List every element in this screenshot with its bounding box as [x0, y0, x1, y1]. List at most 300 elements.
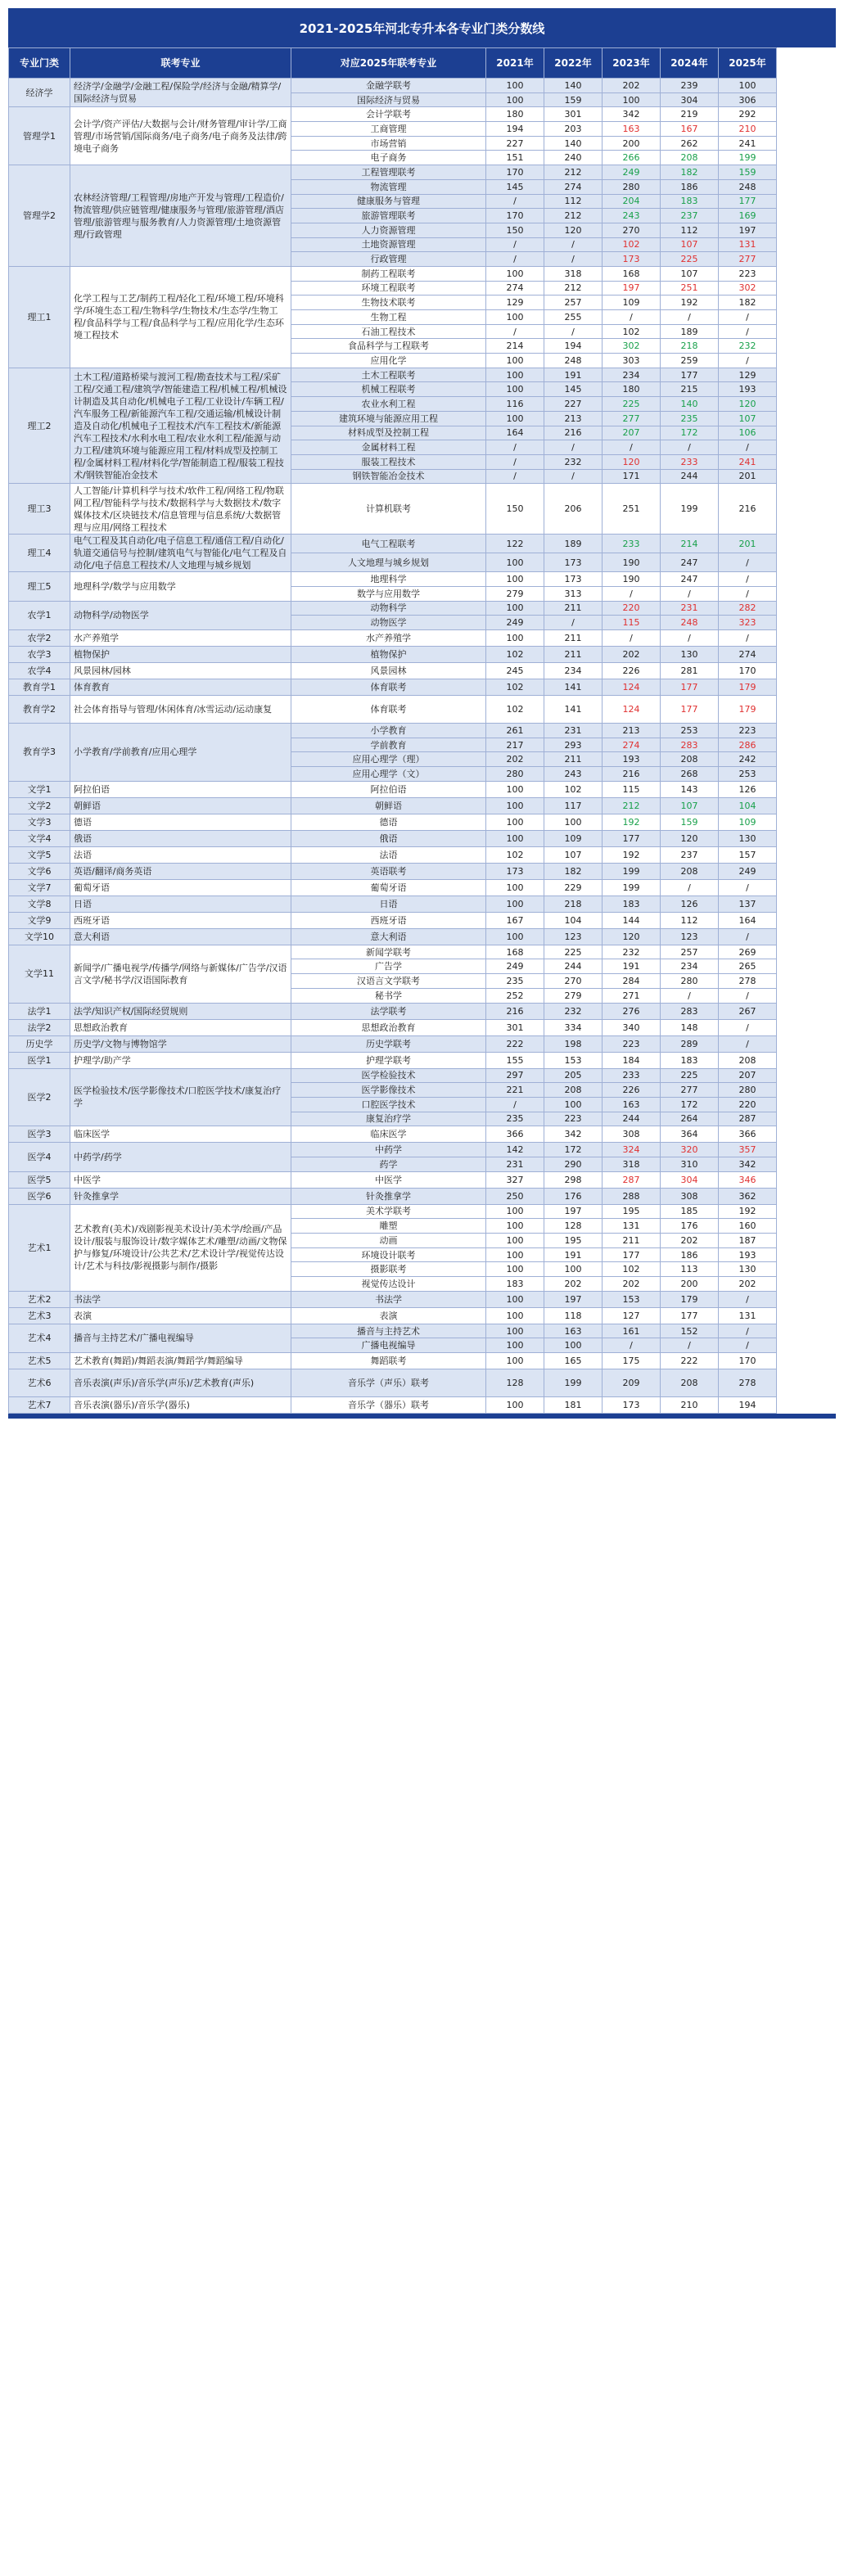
score-cell: 212: [603, 797, 661, 814]
score-cell: 199: [661, 484, 719, 535]
score-cell: 126: [661, 896, 719, 912]
table-row: [9, 724, 837, 738]
score-cell: 164: [486, 426, 544, 440]
exam-major-cell: 人力资源管理: [291, 223, 486, 237]
score-cell: 177: [603, 830, 661, 846]
majors-cell: 临床医学: [70, 1126, 291, 1143]
score-cell: 190: [603, 572, 661, 587]
score-cell: 118: [544, 1307, 603, 1324]
score-cell: 179: [661, 1291, 719, 1307]
score-cell: /: [719, 1338, 777, 1353]
score-cell: 227: [544, 397, 603, 412]
score-cell: /: [719, 310, 777, 325]
score-cell: /: [719, 1035, 777, 1052]
score-cell: 197: [603, 281, 661, 295]
score-cell: 301: [486, 1019, 544, 1035]
score-cell: 182: [719, 295, 777, 310]
score-cell: 268: [661, 767, 719, 782]
exam-major-cell: 数学与应用数学: [291, 586, 486, 601]
majors-cell: 朝鲜语: [70, 797, 291, 814]
score-cell: 172: [544, 1143, 603, 1157]
exam-major-cell: 动物科学: [291, 601, 486, 616]
table-row: [9, 696, 837, 724]
score-cell: 152: [661, 1324, 719, 1338]
score-cell: /: [661, 988, 719, 1003]
score-cell: /: [486, 454, 544, 469]
category-cell: 文学11: [9, 945, 70, 1003]
score-cell: 244: [661, 469, 719, 484]
score-cell: 165: [544, 1353, 603, 1369]
score-cell: 112: [544, 194, 603, 209]
score-cell: 241: [719, 136, 777, 151]
score-cell: 192: [661, 295, 719, 310]
exam-major-cell: 工商管理: [291, 122, 486, 137]
score-cell: 232: [544, 1003, 603, 1019]
score-cell: 131: [603, 1219, 661, 1234]
score-cell: /: [719, 1324, 777, 1338]
table-row: [9, 630, 837, 647]
majors-cell: 艺术教育(舞蹈)/舞蹈表演/舞蹈学/舞蹈编导: [70, 1353, 291, 1369]
score-cell: 274: [719, 647, 777, 663]
category-cell: 理工4: [9, 535, 70, 572]
score-cell: 279: [544, 988, 603, 1003]
score-cell: 170: [486, 165, 544, 180]
score-cell: 100: [486, 1247, 544, 1262]
score-cell: 186: [661, 1247, 719, 1262]
score-cell: 251: [661, 281, 719, 295]
score-cell: 199: [544, 1369, 603, 1397]
exam-major-cell: 土地资源管理: [291, 237, 486, 252]
score-cell: 266: [603, 151, 661, 165]
score-cell: 189: [661, 324, 719, 339]
score-cell: 274: [544, 179, 603, 194]
exam-major-cell: 俄语: [291, 830, 486, 846]
score-cell: 100: [603, 92, 661, 107]
score-cell: /: [603, 586, 661, 601]
score-cell: 249: [486, 959, 544, 974]
score-cell: 151: [486, 151, 544, 165]
table-row: [9, 1035, 837, 1052]
score-cell: 197: [544, 1291, 603, 1307]
score-cell: 280: [603, 179, 661, 194]
score-cell: /: [603, 1338, 661, 1353]
exam-major-cell: 书法学: [291, 1291, 486, 1307]
score-cell: 287: [603, 1171, 661, 1188]
score-cell: 194: [544, 339, 603, 354]
majors-cell: 化学工程与工艺/制药工程/轻化工程/环境工程/环境科学/环境生态工程/生物科学/生物技术/生态学/生物工程/食品科学与工程/食品科学与工程/应用化学/生态环境工程技术: [70, 266, 291, 368]
table-row: [9, 535, 837, 553]
score-cell: 170: [486, 209, 544, 223]
majors-cell: 经济学/金融学/金融工程/保险学/经济与金融/精算学/国际经济与贸易: [70, 79, 291, 107]
table-row: [9, 572, 837, 587]
score-cell: /: [719, 324, 777, 339]
table-row: [9, 107, 837, 122]
score-cell: 102: [486, 647, 544, 663]
score-cell: 202: [603, 1277, 661, 1292]
score-cell: 100: [486, 368, 544, 382]
exam-major-cell: 表演: [291, 1307, 486, 1324]
exam-major-cell: 生物工程: [291, 310, 486, 325]
score-cell: 148: [661, 1019, 719, 1035]
score-cell: 208: [544, 1083, 603, 1098]
exam-major-cell: 环境设计联考: [291, 1247, 486, 1262]
majors-cell: 人工智能/计算机科学与技术/软件工程/网络工程/物联网工程/智能科学与技术/数据科学与大数据技术/数字媒体技术/区块链技术/信息管理与信息系统/大数据管理与应用/网络工程技术: [70, 484, 291, 535]
score-cell: 357: [719, 1143, 777, 1157]
score-cell: 226: [603, 1083, 661, 1098]
score-cell: 100: [486, 92, 544, 107]
score-cell: 243: [544, 767, 603, 782]
score-cell: 210: [719, 122, 777, 137]
majors-cell: 思想政治教育: [70, 1019, 291, 1035]
exam-major-cell: 葡萄牙语: [291, 879, 486, 896]
score-cell: 113: [661, 1262, 719, 1277]
score-cell: 253: [719, 767, 777, 782]
exam-major-cell: 汉语言文学联考: [291, 974, 486, 989]
majors-cell: 社会体育指导与管理/休闲体育/冰雪运动/运动康复: [70, 696, 291, 724]
score-cell: /: [719, 572, 777, 587]
score-cell: 222: [661, 1353, 719, 1369]
score-cell: 244: [544, 959, 603, 974]
category-cell: 文学9: [9, 912, 70, 928]
exam-major-cell: 动物医学: [291, 616, 486, 630]
score-cell: /: [544, 440, 603, 455]
score-cell: 200: [603, 136, 661, 151]
category-cell: 艺术3: [9, 1307, 70, 1324]
score-cell: 137: [719, 896, 777, 912]
score-cell: 115: [603, 781, 661, 797]
score-cell: 257: [661, 945, 719, 959]
score-cell: 182: [544, 863, 603, 879]
exam-major-cell: 康复治疗学: [291, 1112, 486, 1126]
majors-cell: 日语: [70, 896, 291, 912]
score-cell: 102: [603, 324, 661, 339]
table-row: [9, 1397, 837, 1414]
score-cell: /: [661, 630, 719, 647]
exam-major-cell: 材料成型及控制工程: [291, 426, 486, 440]
score-cell: 216: [486, 1003, 544, 1019]
score-cell: 100: [486, 896, 544, 912]
score-cell: /: [486, 237, 544, 252]
score-cell: 144: [603, 912, 661, 928]
score-cell: 366: [719, 1126, 777, 1143]
score-cell: 100: [486, 928, 544, 945]
score-cell: 183: [661, 194, 719, 209]
category-cell: 医学2: [9, 1068, 70, 1126]
exam-major-cell: 护理学联考: [291, 1052, 486, 1068]
score-cell: 293: [544, 738, 603, 752]
score-cell: 102: [486, 696, 544, 724]
category-cell: 艺术6: [9, 1369, 70, 1397]
score-cell: 297: [486, 1068, 544, 1083]
score-cell: 237: [661, 209, 719, 223]
score-cell: 240: [544, 151, 603, 165]
score-cell: 179: [719, 696, 777, 724]
score-cell: 106: [719, 426, 777, 440]
score-cell: 274: [603, 738, 661, 752]
score-cell: 233: [603, 1068, 661, 1083]
score-table: [8, 47, 837, 1414]
category-cell: 文学6: [9, 863, 70, 879]
header-2022: 2022年: [544, 48, 603, 79]
category-cell: 文学10: [9, 928, 70, 945]
score-cell: 225: [661, 1068, 719, 1083]
score-cell: 231: [486, 1157, 544, 1171]
category-cell: 经济学: [9, 79, 70, 107]
score-cell: 274: [486, 281, 544, 295]
score-cell: 269: [719, 945, 777, 959]
score-cell: 223: [603, 1035, 661, 1052]
score-cell: 192: [603, 846, 661, 863]
score-cell: 100: [486, 1397, 544, 1414]
score-cell: 218: [544, 896, 603, 912]
score-cell: 281: [661, 663, 719, 679]
score-cell: 279: [486, 586, 544, 601]
exam-major-cell: 应用心理学（理）: [291, 752, 486, 767]
score-cell: 100: [486, 553, 544, 572]
exam-major-cell: 药学: [291, 1157, 486, 1171]
score-cell: 172: [661, 426, 719, 440]
category-cell: 医学3: [9, 1126, 70, 1143]
exam-major-cell: 日语: [291, 896, 486, 912]
majors-cell: 音乐表演(声乐)/音乐学(声乐)/艺术教育(声乐): [70, 1369, 291, 1397]
score-cell: 107: [661, 266, 719, 281]
score-cell: /: [486, 194, 544, 209]
score-cell: 100: [486, 797, 544, 814]
score-cell: 216: [603, 767, 661, 782]
score-cell: 167: [486, 912, 544, 928]
majors-cell: 葡萄牙语: [70, 879, 291, 896]
score-cell: 100: [544, 1262, 603, 1277]
exam-major-cell: 德语: [291, 814, 486, 830]
exam-major-cell: 意大利语: [291, 928, 486, 945]
score-cell: 169: [719, 209, 777, 223]
exam-major-cell: 小学教育: [291, 724, 486, 738]
score-cell: 102: [544, 781, 603, 797]
score-cell: 264: [661, 1112, 719, 1126]
score-cell: 286: [719, 738, 777, 752]
exam-major-cell: 钢铁智能冶金技术: [291, 469, 486, 484]
score-cell: 214: [486, 339, 544, 354]
score-cell: 173: [486, 863, 544, 879]
majors-cell: 意大利语: [70, 928, 291, 945]
majors-cell: 英语/翻译/商务英语: [70, 863, 291, 879]
score-cell: 276: [603, 1003, 661, 1019]
category-cell: 教育学3: [9, 724, 70, 782]
score-cell: 173: [544, 572, 603, 587]
header-category: 专业门类: [9, 48, 70, 79]
score-cell: 247: [661, 553, 719, 572]
score-cell: 107: [544, 846, 603, 863]
exam-major-cell: 英语联考: [291, 863, 486, 879]
score-cell: 109: [603, 295, 661, 310]
score-cell: 183: [661, 1052, 719, 1068]
score-cell: /: [719, 440, 777, 455]
score-cell: 163: [544, 1324, 603, 1338]
score-cell: 142: [486, 1143, 544, 1157]
score-cell: 185: [661, 1204, 719, 1219]
score-cell: 180: [603, 382, 661, 397]
score-cell: 150: [486, 223, 544, 237]
table-row: [9, 1052, 837, 1068]
score-cell: 280: [719, 1083, 777, 1098]
score-cell: 248: [661, 616, 719, 630]
score-cell: 104: [719, 797, 777, 814]
exam-major-cell: 建筑环境与能源应用工程: [291, 411, 486, 426]
score-cell: 270: [544, 974, 603, 989]
score-cell: 100: [486, 814, 544, 830]
exam-major-cell: 医学影像技术: [291, 1083, 486, 1098]
score-cell: 170: [719, 663, 777, 679]
exam-major-cell: 口腔医学技术: [291, 1097, 486, 1112]
score-cell: 100: [486, 630, 544, 647]
score-cell: 211: [544, 752, 603, 767]
score-cell: 177: [661, 368, 719, 382]
score-cell: 191: [544, 1247, 603, 1262]
score-cell: 202: [603, 647, 661, 663]
score-cell: 124: [603, 679, 661, 696]
exam-major-cell: 工程管理联考: [291, 165, 486, 180]
score-cell: 201: [719, 535, 777, 553]
score-cell: 234: [544, 663, 603, 679]
score-cell: /: [661, 1338, 719, 1353]
score-cell: /: [486, 1097, 544, 1112]
score-cell: 145: [486, 179, 544, 194]
header-majors: 联考专业: [70, 48, 291, 79]
score-cell: /: [719, 586, 777, 601]
table-title: 2021-2025年河北专升本各专业门类分数线: [8, 8, 836, 47]
score-cell: 130: [719, 1262, 777, 1277]
score-cell: /: [719, 879, 777, 896]
score-cell: 117: [544, 797, 603, 814]
exam-major-cell: 水产养殖学: [291, 630, 486, 647]
score-cell: 265: [719, 959, 777, 974]
score-cell: 209: [603, 1369, 661, 1397]
category-cell: 文学4: [9, 830, 70, 846]
score-cell: 282: [719, 601, 777, 616]
score-cell: 201: [719, 469, 777, 484]
score-cell: 249: [486, 616, 544, 630]
score-cell: 189: [544, 535, 603, 553]
score-cell: 161: [603, 1324, 661, 1338]
score-cell: 202: [486, 752, 544, 767]
score-cell: 342: [603, 107, 661, 122]
score-cell: 318: [544, 266, 603, 281]
score-cell: 205: [544, 1068, 603, 1083]
category-cell: 医学4: [9, 1143, 70, 1171]
score-cell: /: [719, 928, 777, 945]
score-cell: 202: [544, 1277, 603, 1292]
exam-major-cell: 地理科学: [291, 572, 486, 587]
exam-major-cell: 人文地理与城乡规划: [291, 553, 486, 572]
score-cell: 194: [486, 122, 544, 137]
score-cell: 168: [486, 945, 544, 959]
exam-major-cell: 西班牙语: [291, 912, 486, 928]
score-cell: 193: [719, 1247, 777, 1262]
score-cell: 207: [719, 1068, 777, 1083]
score-cell: 100: [486, 79, 544, 93]
exam-major-cell: 物流管理: [291, 179, 486, 194]
category-cell: 文学7: [9, 879, 70, 896]
score-cell: 131: [719, 237, 777, 252]
score-cell: 173: [603, 1397, 661, 1414]
majors-cell: 护理学/助产学: [70, 1052, 291, 1068]
exam-major-cell: 针灸推拿学: [291, 1188, 486, 1204]
header-2025: 2025年: [719, 48, 777, 79]
score-cell: 208: [661, 151, 719, 165]
score-cell: 313: [544, 586, 603, 601]
table-row: [9, 1307, 837, 1324]
score-cell: /: [544, 469, 603, 484]
majors-cell: 土木工程/道路桥梁与渡河工程/勘查技术与工程/采矿工程/交通工程/建筑学/智能建造工程/机械工程/机械设计制造及其自动化/机械电子工程/工业设计/车辆工程/汽车服务工程/新能源汽车工程/交通运输/机械设计制造及自动化/机械电子工程技术/汽车工程技术/新能源汽车工程技术/水利水电工程/农业水利工程/能源与动力工程/建筑环境与能源应用工程/材料成型及控制工程/金属材料工程/材料化学/智能制造工程/服装工程技术/钢铁智能冶金技术: [70, 368, 291, 484]
score-cell: 140: [544, 79, 603, 93]
table-row: [9, 1003, 837, 1019]
score-cell: 202: [661, 1234, 719, 1248]
category-cell: 理工1: [9, 266, 70, 368]
score-cell: 177: [661, 1307, 719, 1324]
exam-major-cell: 思想政治教育: [291, 1019, 486, 1035]
score-cell: 302: [603, 339, 661, 354]
score-cell: 173: [603, 252, 661, 267]
score-cell: /: [603, 310, 661, 325]
table-row: [9, 1068, 837, 1083]
header-2024: 2024年: [661, 48, 719, 79]
score-cell: 128: [544, 1219, 603, 1234]
score-cell: 129: [486, 295, 544, 310]
score-cell: 277: [603, 411, 661, 426]
majors-cell: 新闻学/广播电视学/传播学/网络与新媒体/广告学/汉语言文学/秘书学/汉语国际教育: [70, 945, 291, 1003]
majors-cell: 德语: [70, 814, 291, 830]
score-cell: 277: [661, 1083, 719, 1098]
score-cell: 232: [719, 339, 777, 354]
majors-cell: 农林经济管理/工程管理/房地产开发与管理/工程造价/物流管理/供应链管理/健康服务与管理/旅游管理/酒店管理/旅游管理与服务教育/人力资源管理/土地资源管理/行政管理: [70, 165, 291, 267]
score-cell: 226: [603, 663, 661, 679]
table-row: [9, 79, 837, 93]
score-cell: 231: [544, 724, 603, 738]
score-cell: 159: [661, 814, 719, 830]
score-cell: 232: [544, 454, 603, 469]
score-cell: 280: [486, 767, 544, 782]
exam-major-cell: 朝鲜语: [291, 797, 486, 814]
majors-cell: 地理科学/数学与应用数学: [70, 572, 291, 601]
exam-major-cell: 金属材料工程: [291, 440, 486, 455]
score-cell: 204: [603, 194, 661, 209]
score-cell: 234: [661, 959, 719, 974]
score-cell: 100: [486, 1353, 544, 1369]
score-cell: 222: [486, 1035, 544, 1052]
category-cell: 理工2: [9, 368, 70, 484]
score-cell: 262: [661, 136, 719, 151]
exam-major-cell: 美术学联考: [291, 1204, 486, 1219]
exam-major-cell: 应用化学: [291, 354, 486, 368]
score-cell: 153: [603, 1291, 661, 1307]
score-cell: 104: [544, 912, 603, 928]
exam-major-cell: 风景园林: [291, 663, 486, 679]
score-cell: 170: [719, 1353, 777, 1369]
score-cell: 100: [486, 1204, 544, 1219]
table-row: [9, 814, 837, 830]
header-exam-major: 对应2025年联考专业: [291, 48, 486, 79]
score-cell: 199: [603, 879, 661, 896]
score-cell: 102: [603, 1262, 661, 1277]
score-cell: 225: [544, 945, 603, 959]
score-cell: 223: [719, 266, 777, 281]
score-cell: 302: [719, 281, 777, 295]
score-cell: 145: [544, 382, 603, 397]
score-cell: 100: [544, 1097, 603, 1112]
score-cell: 122: [486, 535, 544, 553]
score-cell: 192: [719, 1204, 777, 1219]
score-cell: 346: [719, 1171, 777, 1188]
